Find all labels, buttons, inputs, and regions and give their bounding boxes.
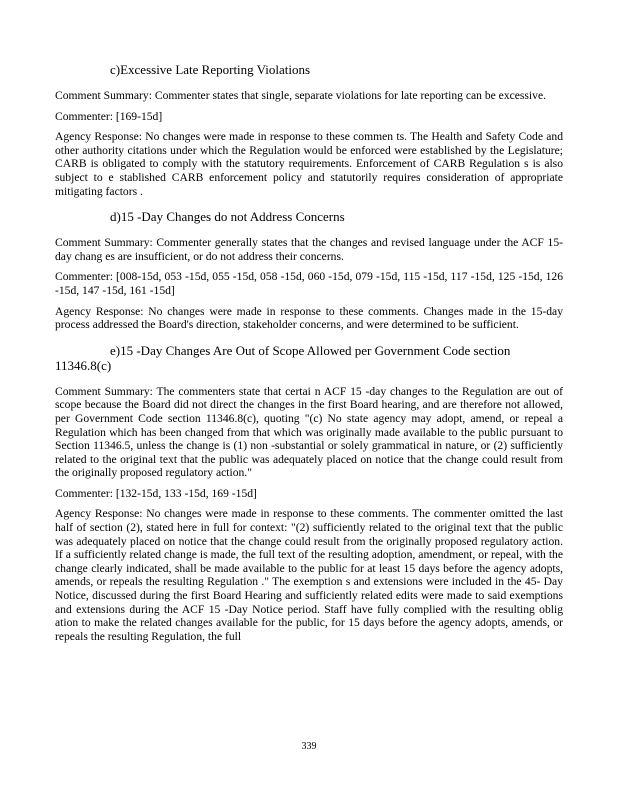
agency-response: Agency Response: No changes were made in response to these commen ts. The Health and Safety Code and other authority citations under which the Regulation would be enforced were established by the Legislature; CARB is obligated to comply with the statutory requirements. Enforcement of CARB Regulation s is also subject to e stablished CARB enforcement policy and statutorily requires consideration of appropriate mitigating factors . xyxy=(55,130,563,198)
commenter-list: Commenter: [008-15d, 053 -15d, 055 -15d, 058 -15d, 060 -15d, 079 -15d, 115 -15d, 117 -15d, 125 -15d, 126 -15d, 147 -15d, 161 -15d] xyxy=(55,270,563,297)
agency-response: Agency Response: No changes were made in response to these comments. The commenter omitted the last half of section (2), stated here in full for context: "(2) sufficiently related to the original text that the public was adequately placed on notice that the change could result from the originally proposed regulatory action. If a sufficiently related change is made, the full text of the resulting adoption, amendment, or repeal, with the change clearly indicated, shall be made available to the public for at least 15 days before the agency adopts, amends, or repeals the resulting Regulation ." The exemption s and extensions were included in the 45- Day Notice, discussed during the first Board Hearing and sufficiently related edits were made to said exemptions and extensions during the ACF 15 -Day Notice period. Staff have fully complied with the resulting oblig ation to make the related changes available for the public, for 15 days before the agency adopts, amends, or repeals the resulting Regulation, the full xyxy=(55,507,563,643)
page-number: 339 xyxy=(301,741,317,752)
agency-response: Agency Response: No changes were made in response to these comments. Changes made in the 15-day process addressed the Board's direction, stakeholder concerns, and were determined to be sufficient. xyxy=(55,304,563,332)
document-page xyxy=(55,62,563,650)
commenter-list: Commenter: [169-15d] xyxy=(55,109,163,123)
comment-summary: Comment Summary: Commenter states that single, separate violations for late reporting can be excessive. xyxy=(55,89,546,102)
section-heading: d)15 -Day Changes do not Address Concerns xyxy=(110,209,345,225)
section-15day-changes-concerns xyxy=(55,209,563,332)
section-15day-changes-scope xyxy=(55,343,563,644)
section-heading: e)15 -Day Changes Are Out of Scope Allowed per Government Code section 11346.8(c) xyxy=(55,342,511,373)
commenter-list: Commenter: [132-15d, 133 -15d, 169 -15d] xyxy=(55,486,257,500)
comment-summary: Comment Summary: Commenter generally states that the changes and revised language under the ACF 15-day chang es are insufficient, or do not address their concerns. xyxy=(55,236,563,263)
section-heading: c)Excessive Late Reporting Violations xyxy=(110,62,311,77)
section-excessive-late-reporting xyxy=(55,62,563,198)
comment-summary: Comment Summary: The commenters state that certai n ACF 15 -day changes to the Regulation are out of scope because the Board did not direct the changes in the first Board hearing, and are therefore not allowed, per Government Code section 11346.8(c), quoting "(c) No state agency may adopt, amend, or repeal a Regulation which has been changed from that which was originally made available to the public pursuant to Section 11346.5, unless the change is (1) non -substantial or solely grammatical in nature, or (2) sufficiently related to the original text that the public was adequately placed on notice that the change could result from the originally proposed regulatory action." xyxy=(55,384,563,480)
